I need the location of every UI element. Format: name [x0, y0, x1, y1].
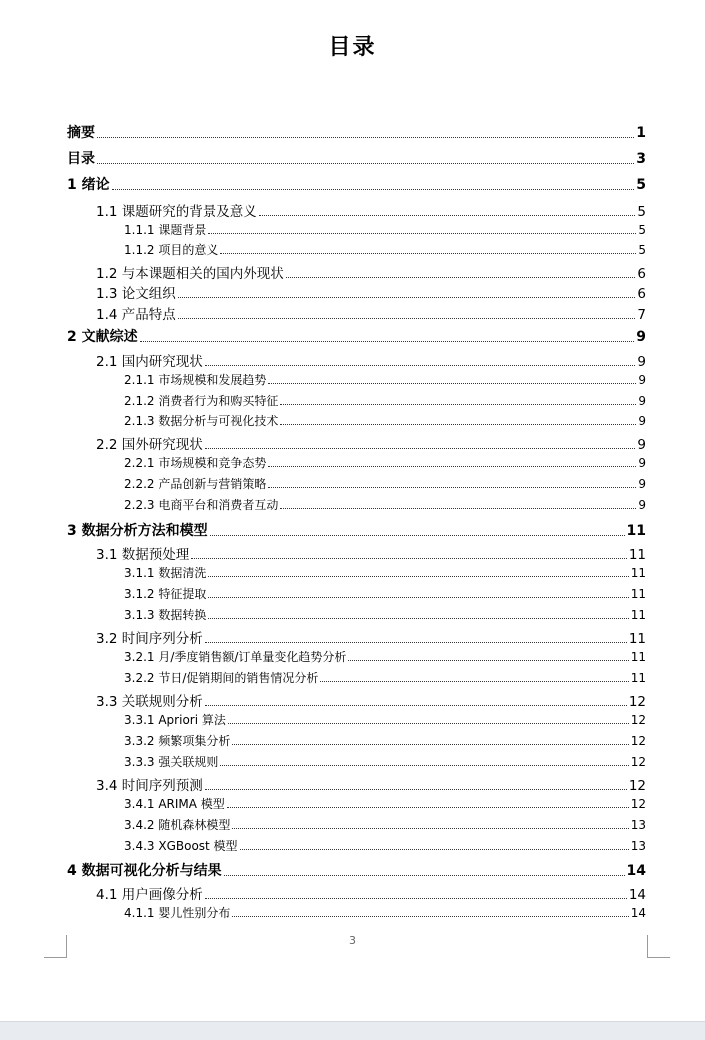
toc-leader-dots — [205, 788, 627, 790]
toc-entry-label: 摘要 — [67, 125, 95, 141]
toc-entry-label: 3.3.2 频繁项集分析 — [124, 734, 231, 748]
toc-entry-label: 3 数据分析方法和模型 — [67, 523, 208, 539]
toc-entry-label: 4.1 用户画像分析 — [96, 887, 203, 903]
toc-entry-label: 2 文献综述 — [67, 329, 138, 345]
toc-entry[interactable] — [124, 732, 646, 749]
toc-entry-page: 12 — [628, 694, 646, 710]
toc-entry-page: 11 — [630, 671, 646, 685]
toc-entry-page: 14 — [626, 863, 646, 879]
toc-entry-label: 1.1.2 项目的意义 — [124, 243, 219, 257]
toc-entry[interactable] — [124, 904, 646, 921]
toc-entry-page: 9 — [638, 477, 646, 491]
toc-entry[interactable] — [96, 543, 646, 563]
toc-leader-dots — [320, 680, 628, 682]
toc-entry-label: 3.1.1 数据清洗 — [124, 566, 207, 580]
toc-entry-page: 9 — [638, 373, 646, 387]
toc-entry[interactable] — [96, 303, 646, 323]
toc-entry-label: 3.1.3 数据转换 — [124, 608, 207, 622]
toc-entry-page: 13 — [630, 818, 646, 832]
toc-entry-label: 3.1 数据预处理 — [96, 547, 190, 563]
toc-entry[interactable] — [67, 174, 646, 194]
toc-entry[interactable] — [124, 392, 646, 409]
toc-entry-page: 5 — [636, 177, 646, 193]
toc-leader-dots — [205, 704, 627, 706]
toc-entry-label: 2.2.3 电商平台和消费者互动 — [124, 498, 279, 512]
toc-entry-label: 3.2 时间序列分析 — [96, 631, 203, 647]
toc-entry-page: 9 — [637, 437, 646, 453]
toc-entry-page: 5 — [638, 223, 646, 237]
toc-entry[interactable] — [124, 669, 646, 686]
toc-leader-dots — [280, 423, 636, 425]
toc-entry-page: 12 — [630, 713, 646, 727]
toc-entry-label: 1.3 论文组织 — [96, 286, 176, 302]
toc-entry-page: 7 — [637, 307, 646, 323]
toc-entry-page: 5 — [637, 204, 646, 220]
toc-entry[interactable] — [124, 564, 646, 581]
toc-leader-dots — [268, 382, 636, 384]
toc-entry[interactable] — [67, 326, 646, 346]
toc-entry[interactable] — [124, 585, 646, 602]
toc-entry-label: 目录 — [67, 151, 95, 167]
toc-leader-dots — [210, 534, 625, 536]
toc-leader-dots — [205, 447, 636, 449]
toc-leader-dots — [205, 897, 627, 899]
toc-entry-label: 4 数据可视化分析与结果 — [67, 863, 222, 879]
toc-entry[interactable] — [124, 454, 646, 471]
toc-entry[interactable] — [124, 837, 646, 854]
toc-entry-page: 3 — [636, 151, 646, 167]
toc-entry-page: 13 — [630, 839, 646, 853]
toc-entry-page: 11 — [626, 523, 646, 539]
toc-leader-dots — [228, 722, 629, 724]
toc-entry[interactable] — [124, 475, 646, 492]
toc-leader-dots — [286, 276, 636, 278]
toc-leader-dots — [208, 575, 628, 577]
toc-entry[interactable] — [124, 711, 646, 728]
toc-leader-dots — [97, 162, 634, 164]
toc-entry[interactable] — [96, 883, 646, 903]
toc-entry[interactable] — [96, 627, 646, 647]
toc-entry[interactable] — [124, 241, 646, 258]
toc-entry-page: 12 — [630, 734, 646, 748]
toc-leader-dots — [268, 465, 636, 467]
toc-entry-label: 2.2.2 产品创新与营销策略 — [124, 477, 267, 491]
toc-leader-dots — [208, 617, 628, 619]
toc-entry-label: 3.1.2 特征提取 — [124, 587, 207, 601]
toc-entry[interactable] — [124, 606, 646, 623]
toc-entry-page: 14 — [628, 887, 646, 903]
toc-entry[interactable] — [124, 496, 646, 513]
toc-entry-label: 4.1.1 婴儿性别分布 — [124, 906, 231, 920]
toc-entry[interactable] — [96, 433, 646, 453]
toc-entry-page: 9 — [638, 414, 646, 428]
toc-leader-dots — [224, 874, 625, 876]
toc-entry-label: 1.1 课题研究的背景及意义 — [96, 204, 257, 220]
toc-entry[interactable] — [124, 795, 646, 812]
toc-entry[interactable] — [96, 774, 646, 794]
page-number: 3 — [349, 934, 356, 947]
toc-entry-label: 2.2 国外研究现状 — [96, 437, 203, 453]
toc-leader-dots — [97, 136, 634, 138]
toc-entry-page: 12 — [628, 778, 646, 794]
toc-entry[interactable] — [96, 690, 646, 710]
toc-entry-page: 6 — [637, 286, 646, 302]
toc-leader-dots — [232, 827, 628, 829]
toc-entry-page: 9 — [638, 498, 646, 512]
toc-leader-dots — [205, 364, 636, 366]
toc-entry-label: 2.1 国内研究现状 — [96, 354, 203, 370]
toc-entry-label: 1.4 产品特点 — [96, 307, 176, 323]
toc-entry-page: 9 — [637, 354, 646, 370]
toc-entry[interactable] — [124, 648, 646, 665]
toc-entry-page: 14 — [630, 906, 646, 920]
toc-entry-page: 9 — [638, 394, 646, 408]
toc-entry-page: 12 — [630, 797, 646, 811]
toc-leader-dots — [208, 596, 628, 598]
toc-entry-page: 11 — [628, 547, 646, 563]
toc-leader-dots — [178, 317, 636, 319]
toc-leader-dots — [205, 641, 627, 643]
toc-entry-label: 3.4.1 ARIMA 模型 — [124, 797, 225, 811]
toc-leader-dots — [268, 486, 636, 488]
toc-entry[interactable] — [67, 860, 646, 880]
toc-entry-page: 9 — [638, 456, 646, 470]
toc-entry-label: 2.1.1 市场规模和发展趋势 — [124, 373, 267, 387]
toc-leader-dots — [220, 764, 628, 766]
toc-entry-page: 11 — [628, 631, 646, 647]
toc-entry-label: 3.2.1 月/季度销售额/订单量变化趋势分析 — [124, 650, 347, 664]
toc-entry-label: 1.1.1 课题背景 — [124, 223, 207, 237]
toc-entry[interactable] — [124, 371, 646, 388]
toc-entry-label: 2.1.2 消费者行为和购买特征 — [124, 394, 279, 408]
toc-entry[interactable] — [124, 221, 646, 238]
toc-entry[interactable] — [67, 520, 646, 540]
toc-entry-label: 3.3.1 Apriori 算法 — [124, 713, 226, 727]
toc-entry[interactable] — [67, 122, 646, 142]
toc-leader-dots — [191, 557, 627, 559]
toc-entry-page: 11 — [630, 650, 646, 664]
toc-entry[interactable] — [124, 412, 646, 429]
toc-entry[interactable] — [124, 753, 646, 770]
toc-entry-page: 5 — [638, 243, 646, 257]
toc-entry-label: 3.4 时间序列预测 — [96, 778, 203, 794]
toc-entry-label: 3.4.3 XGBoost 模型 — [124, 839, 238, 853]
toc-leader-dots — [220, 252, 636, 254]
toc-leader-dots — [232, 915, 628, 917]
toc-entry-page: 11 — [630, 587, 646, 601]
toc-entry-label: 3.3 关联规则分析 — [96, 694, 203, 710]
toc-entry[interactable] — [96, 200, 646, 220]
toc-leader-dots — [348, 659, 628, 661]
toc-entry-page: 11 — [630, 566, 646, 580]
toc-entry-page: 9 — [636, 329, 646, 345]
toc-leader-dots — [112, 188, 635, 190]
toc-entry-label: 3.2.2 节日/促销期间的销售情况分析 — [124, 671, 319, 685]
toc-leader-dots — [240, 848, 629, 850]
toc-leader-dots — [232, 743, 628, 745]
toc-entry-label: 2.1.3 数据分析与可视化技术 — [124, 414, 279, 428]
toc-leader-dots — [208, 232, 636, 234]
toc-entry-label: 1 绪论 — [67, 177, 110, 193]
toc-entry-label: 1.2 与本课题相关的国内外现状 — [96, 266, 284, 282]
toc-entry-page: 11 — [630, 608, 646, 622]
toc-entry[interactable] — [67, 148, 646, 168]
page-title: 目录 — [328, 35, 377, 60]
toc-entry[interactable] — [96, 350, 646, 370]
toc-leader-dots — [280, 507, 636, 509]
toc-entry-page: 12 — [630, 755, 646, 769]
toc-leader-dots — [178, 296, 636, 298]
toc-leader-dots — [140, 340, 635, 342]
toc-leader-dots — [280, 403, 636, 405]
toc-entry-label: 3.3.3 强关联规则 — [124, 755, 219, 769]
toc-entry-page: 6 — [637, 266, 646, 282]
toc-entry-page: 1 — [636, 125, 646, 141]
toc-leader-dots — [259, 214, 636, 216]
toc-entry-label: 3.4.2 随机森林模型 — [124, 818, 231, 832]
toc-entry[interactable] — [96, 262, 646, 282]
status-bar — [0, 1021, 705, 1040]
toc-leader-dots — [227, 806, 629, 808]
toc-entry[interactable] — [124, 816, 646, 833]
toc-entry-label: 2.2.1 市场规模和竞争态势 — [124, 456, 267, 470]
toc-entry[interactable] — [96, 282, 646, 302]
